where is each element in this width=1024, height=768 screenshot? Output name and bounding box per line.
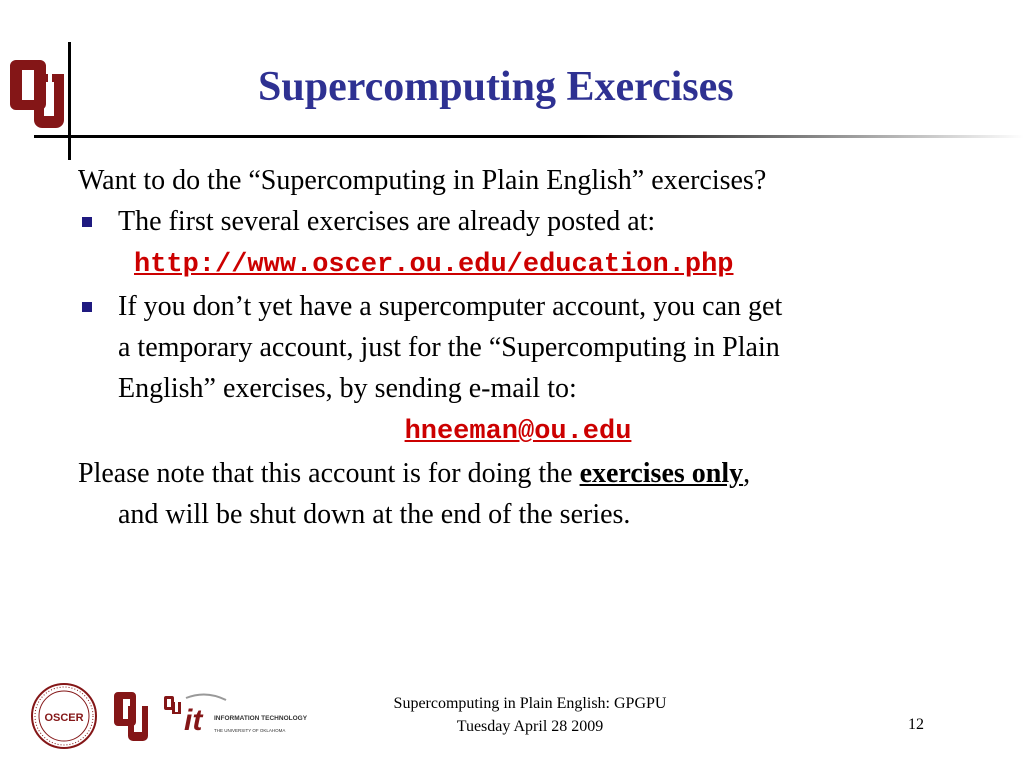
it-logo-text: INFORMATION TECHNOLOGY — [214, 715, 308, 722]
bullet-item — [78, 286, 958, 409]
slide-body — [78, 160, 958, 535]
it-logo-icon — [164, 694, 308, 737]
oscer-seal-text: OSCER — [44, 712, 84, 724]
bullet-text: The first several exercises are already posted at: — [118, 206, 656, 237]
note-text: Please note that this account is for doing the — [78, 458, 580, 489]
oscer-seal-icon — [32, 684, 96, 748]
note-line-1 — [78, 453, 958, 494]
header-vertical-rule — [68, 42, 71, 160]
bullet-text-line: English” exercises, by sending e-mail to: — [118, 373, 577, 404]
intro-text: Want to do the “Supercomputing in Plain English” exercises? — [78, 165, 767, 196]
email-line — [78, 409, 958, 453]
slide-number: 12 — [908, 716, 924, 733]
bullet-item — [78, 201, 958, 242]
bullet-text-line: a temporary account, just for the “Supercomputing in Plain — [118, 332, 780, 363]
note-emphasis: exercises only — [579, 458, 744, 489]
square-bullet-icon — [82, 302, 92, 312]
footer-line-1: Supercomputing in Plain English: GPGPU — [393, 695, 667, 712]
svg-text:it: it — [184, 704, 203, 737]
it-logo-subtext: THE UNIVERSITY OF OKLAHOMA — [214, 728, 286, 733]
footer-line-2: Tuesday April 28 2009 — [456, 718, 604, 735]
footer-caption — [340, 692, 720, 738]
square-bullet-icon — [82, 217, 92, 227]
bullet-text-line: If you don’t yet have a supercomputer account, you can get — [118, 291, 783, 322]
header-horizontal-rule — [34, 135, 1024, 138]
email-link[interactable]: hneeman@ou.edu — [404, 417, 632, 447]
note-punct: , — [743, 458, 751, 489]
ou-logo-icon — [10, 54, 66, 136]
footer-logos — [24, 682, 308, 752]
slide-title: Supercomputing Exercises — [258, 64, 734, 110]
education-url-link[interactable]: http://www.oscer.ou.edu/education.php — [134, 250, 734, 280]
note-line-2: and will be shut down at the end of the series. — [118, 499, 631, 530]
url-line — [78, 242, 958, 286]
ou-small-logo-icon — [114, 692, 148, 741]
